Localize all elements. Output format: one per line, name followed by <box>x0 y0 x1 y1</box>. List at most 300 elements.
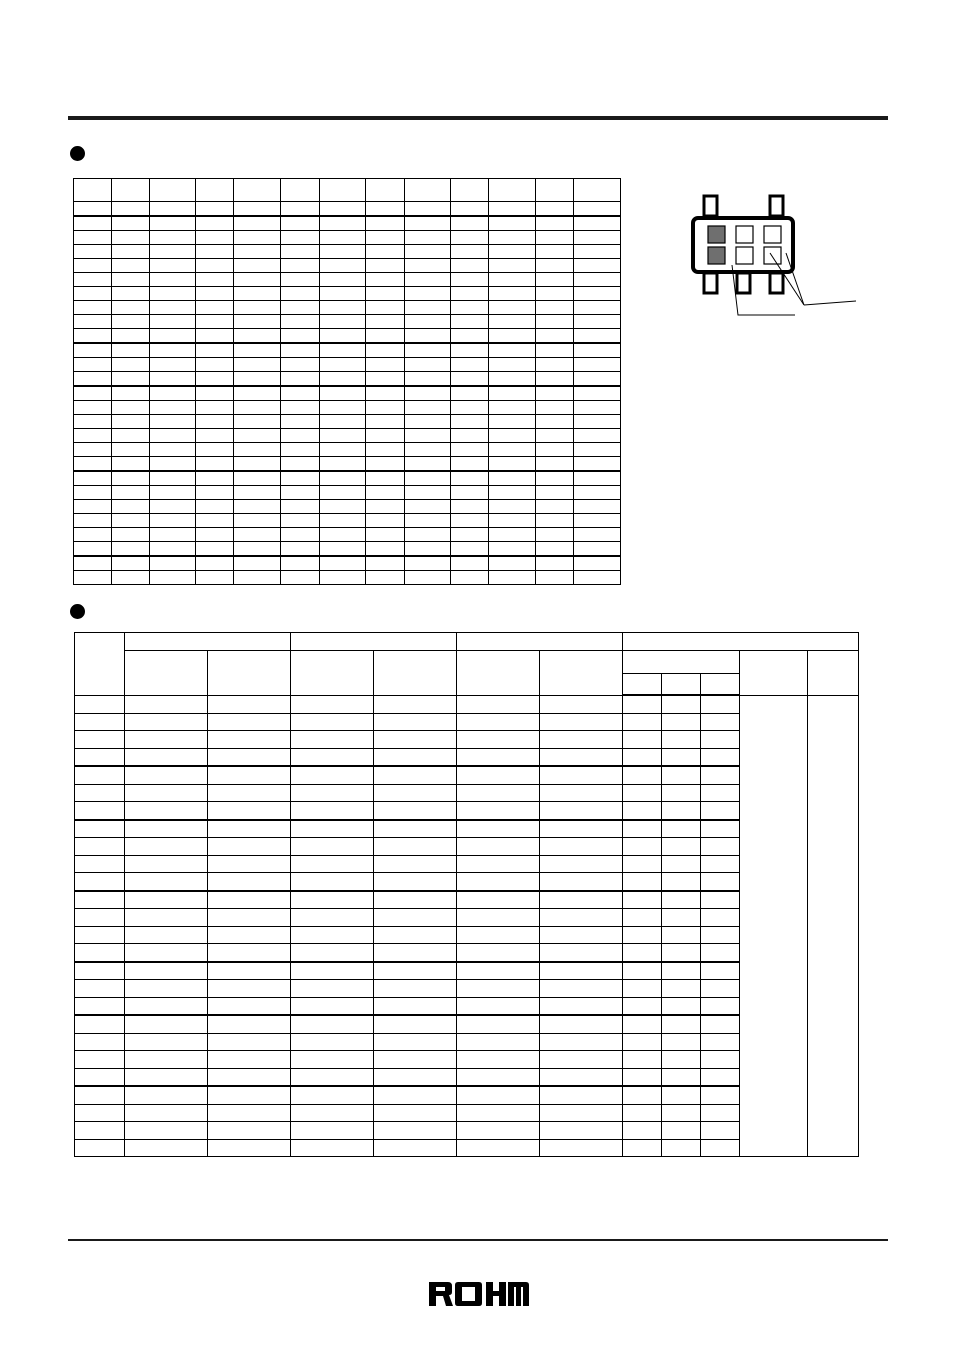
table-cell <box>536 571 574 585</box>
table-cell <box>208 997 291 1015</box>
table-cell <box>623 695 662 713</box>
table-cell <box>234 471 281 486</box>
table-row <box>74 329 621 344</box>
table-cell <box>701 1033 740 1051</box>
table-cell <box>150 273 196 287</box>
table-cell <box>623 855 662 873</box>
table-cell <box>536 401 574 415</box>
table-cell <box>701 1015 740 1033</box>
table-cell <box>662 997 701 1015</box>
table-cell <box>366 571 405 585</box>
table-cell <box>536 273 574 287</box>
table-cell <box>405 443 451 457</box>
table-cell <box>320 386 366 401</box>
table-cell <box>701 891 740 909</box>
table-cell <box>320 500 366 514</box>
table-cell <box>125 909 208 927</box>
table-cell <box>540 748 623 766</box>
table-cell <box>150 231 196 245</box>
table-cell <box>574 216 621 231</box>
table-cell <box>451 329 489 344</box>
table-cell <box>234 457 281 472</box>
table-cell <box>281 259 320 273</box>
table-cell <box>196 542 234 557</box>
table-row <box>74 514 621 528</box>
table-cell <box>451 259 489 273</box>
table-cell <box>540 838 623 856</box>
table-cell <box>112 202 150 217</box>
table-cell <box>281 179 320 202</box>
table-cell <box>125 891 208 909</box>
table-cell <box>196 443 234 457</box>
table-cell <box>150 571 196 585</box>
table-cell <box>366 216 405 231</box>
table-cell <box>125 980 208 998</box>
table-cell <box>112 372 150 387</box>
table-cell <box>234 329 281 344</box>
table-cell <box>405 372 451 387</box>
table-cell <box>451 457 489 472</box>
table-cell <box>540 855 623 873</box>
table-cell <box>320 372 366 387</box>
table-cell <box>75 926 125 944</box>
table-cell <box>281 429 320 443</box>
table-cell <box>623 997 662 1015</box>
table-cell <box>74 231 112 245</box>
table-cell <box>196 471 234 486</box>
table-cell <box>662 748 701 766</box>
table-cell <box>536 471 574 486</box>
table-cell <box>451 386 489 401</box>
table-cell <box>540 1104 623 1122</box>
table-cell <box>574 443 621 457</box>
table-cell <box>320 457 366 472</box>
table-cell <box>125 855 208 873</box>
table-cell <box>196 556 234 571</box>
section-2-bullet <box>70 604 85 619</box>
table-cell <box>75 1051 125 1069</box>
table-cell <box>701 802 740 820</box>
table-cell <box>234 486 281 500</box>
table-cell <box>281 216 320 231</box>
table-2 <box>74 632 859 1157</box>
table-cell <box>74 571 112 585</box>
table-cell <box>451 542 489 557</box>
table-cell <box>281 231 320 245</box>
table-cell <box>366 401 405 415</box>
table-cell <box>125 713 208 731</box>
table-cell <box>112 259 150 273</box>
table-cell <box>125 1122 208 1140</box>
table-cell <box>457 1139 540 1157</box>
table-cell <box>451 372 489 387</box>
table-cell <box>662 1139 701 1157</box>
table-cell <box>112 315 150 329</box>
table-cell <box>405 401 451 415</box>
table-cell <box>374 695 457 713</box>
table-cell <box>150 179 196 202</box>
table-cell <box>574 514 621 528</box>
table-cell <box>320 471 366 486</box>
table-cell <box>74 500 112 514</box>
table-cell <box>540 731 623 749</box>
table-cell <box>234 528 281 542</box>
table-cell <box>112 486 150 500</box>
table-cell <box>320 401 366 415</box>
table-cell <box>291 891 374 909</box>
table-cell <box>112 500 150 514</box>
table-row <box>74 358 621 372</box>
table-cell <box>701 926 740 944</box>
rohm-logo <box>428 1281 530 1307</box>
header-cell <box>457 651 540 696</box>
header-cell <box>291 651 374 696</box>
table-cell <box>281 528 320 542</box>
table-cell <box>112 401 150 415</box>
table-cell <box>196 486 234 500</box>
table-cell <box>489 287 536 301</box>
table-cell <box>366 514 405 528</box>
table-cell <box>234 415 281 429</box>
header-cell <box>662 674 701 696</box>
table-cell <box>125 731 208 749</box>
table-row <box>74 471 621 486</box>
table-cell <box>489 343 536 358</box>
table-cell <box>196 500 234 514</box>
table-cell <box>374 802 457 820</box>
table-cell <box>536 315 574 329</box>
table-cell <box>234 386 281 401</box>
header-cell <box>208 651 291 696</box>
table-cell <box>457 748 540 766</box>
table-cell <box>623 766 662 784</box>
table-cell <box>75 962 125 980</box>
table-cell <box>405 273 451 287</box>
table-row <box>74 415 621 429</box>
table-cell <box>623 820 662 838</box>
table-cell <box>125 1033 208 1051</box>
table-cell <box>196 401 234 415</box>
table-cell <box>320 556 366 571</box>
table-cell <box>374 731 457 749</box>
table-cell <box>374 1104 457 1122</box>
table-cell <box>196 415 234 429</box>
table-cell <box>291 980 374 998</box>
table-cell <box>662 891 701 909</box>
table-cell <box>536 386 574 401</box>
table-cell <box>75 855 125 873</box>
table-cell <box>662 820 701 838</box>
table-cell <box>701 1086 740 1104</box>
table-cell <box>125 695 208 713</box>
table-cell <box>536 287 574 301</box>
table-cell <box>662 1033 701 1051</box>
table-cell <box>457 820 540 838</box>
table-cell <box>405 287 451 301</box>
table-cell <box>208 873 291 891</box>
table-cell <box>623 926 662 944</box>
table-cell <box>451 528 489 542</box>
table-cell <box>405 471 451 486</box>
table-cell <box>112 457 150 472</box>
table-cell <box>366 415 405 429</box>
table-cell <box>291 766 374 784</box>
table-cell <box>208 748 291 766</box>
table-cell <box>451 231 489 245</box>
table-cell <box>701 909 740 927</box>
table-cell <box>623 1104 662 1122</box>
table-cell <box>208 731 291 749</box>
table-cell <box>366 486 405 500</box>
table-cell <box>320 429 366 443</box>
package-outline-graphic <box>690 193 860 323</box>
table-cell <box>662 1051 701 1069</box>
table-cell <box>701 731 740 749</box>
table-cell <box>489 528 536 542</box>
table-cell <box>112 179 150 202</box>
table-cell <box>536 457 574 472</box>
table-cell <box>451 514 489 528</box>
table-cell <box>574 429 621 443</box>
table-cell <box>208 695 291 713</box>
bottom-rule <box>68 1239 888 1241</box>
table-cell <box>234 401 281 415</box>
table-cell <box>74 401 112 415</box>
table-cell <box>74 329 112 344</box>
table-cell <box>451 486 489 500</box>
table-cell <box>150 471 196 486</box>
table-cell <box>366 443 405 457</box>
table-cell <box>75 731 125 749</box>
table-cell <box>489 415 536 429</box>
table-cell <box>234 216 281 231</box>
table-cell <box>451 343 489 358</box>
table-cell <box>374 1086 457 1104</box>
table-cell <box>540 909 623 927</box>
table-row <box>74 429 621 443</box>
table-cell <box>125 1015 208 1033</box>
table-cell <box>536 556 574 571</box>
table-cell <box>489 202 536 217</box>
table-cell <box>405 329 451 344</box>
table-cell <box>405 358 451 372</box>
table-cell <box>281 287 320 301</box>
table-row <box>74 443 621 457</box>
table-cell <box>662 980 701 998</box>
table-cell <box>208 1051 291 1069</box>
header-cell <box>374 651 457 696</box>
table-cell <box>536 528 574 542</box>
table-cell <box>623 1139 662 1157</box>
table-cell <box>457 1033 540 1051</box>
table-cell <box>623 748 662 766</box>
table-cell <box>701 1122 740 1140</box>
table-cell <box>489 471 536 486</box>
table-cell <box>75 766 125 784</box>
table-cell <box>374 713 457 731</box>
table-cell <box>701 1051 740 1069</box>
table-cell <box>125 873 208 891</box>
table-row <box>74 343 621 358</box>
table-cell <box>540 820 623 838</box>
table-row <box>74 216 621 231</box>
table-cell <box>489 386 536 401</box>
table-cell <box>112 415 150 429</box>
table-cell <box>112 329 150 344</box>
table-cell <box>208 1086 291 1104</box>
table-cell <box>281 329 320 344</box>
table-cell <box>489 301 536 315</box>
table-cell <box>208 926 291 944</box>
table-cell <box>74 528 112 542</box>
table-cell <box>234 287 281 301</box>
table-cell <box>366 500 405 514</box>
table-cell <box>457 695 540 713</box>
table-cell <box>281 571 320 585</box>
table-cell <box>451 273 489 287</box>
table-cell <box>366 457 405 472</box>
table-cell <box>662 784 701 802</box>
table-cell <box>125 820 208 838</box>
table-cell <box>540 713 623 731</box>
table-cell <box>701 838 740 856</box>
table-cell <box>150 542 196 557</box>
table-cell <box>75 713 125 731</box>
table-cell <box>75 1015 125 1033</box>
table-cell <box>374 980 457 998</box>
table-cell <box>320 273 366 287</box>
table-cell <box>125 1086 208 1104</box>
table-cell <box>366 556 405 571</box>
table-cell <box>112 287 150 301</box>
table-row <box>74 372 621 387</box>
table-cell <box>208 855 291 873</box>
header-cell <box>125 633 291 651</box>
table-cell <box>489 273 536 287</box>
table-cell <box>374 873 457 891</box>
table-cell <box>662 1015 701 1033</box>
table-cell <box>234 179 281 202</box>
table-cell <box>75 997 125 1015</box>
table-cell <box>208 980 291 998</box>
table-cell <box>457 997 540 1015</box>
table-cell <box>457 891 540 909</box>
rohm-logo-graphic <box>428 1281 530 1307</box>
table-cell <box>662 855 701 873</box>
table-cell <box>196 202 234 217</box>
table-cell <box>489 429 536 443</box>
table-cell <box>574 315 621 329</box>
table-cell <box>208 1068 291 1086</box>
table-cell <box>574 457 621 472</box>
table-cell <box>662 695 701 713</box>
table-cell <box>451 216 489 231</box>
table-cell <box>291 909 374 927</box>
table-cell <box>405 315 451 329</box>
table-cell <box>150 528 196 542</box>
table-cell <box>451 358 489 372</box>
table-cell <box>374 784 457 802</box>
table-cell <box>405 231 451 245</box>
table-cell <box>75 748 125 766</box>
table-cell <box>196 358 234 372</box>
table-cell <box>234 358 281 372</box>
table-cell <box>234 273 281 287</box>
table-cell <box>366 231 405 245</box>
table-cell <box>112 528 150 542</box>
table-cell <box>540 695 623 713</box>
table-cell <box>662 944 701 962</box>
table-cell <box>320 415 366 429</box>
table-cell <box>150 245 196 259</box>
table-cell <box>405 542 451 557</box>
table-cell <box>112 542 150 557</box>
table-cell <box>701 1068 740 1086</box>
table-cell <box>320 245 366 259</box>
table-cell <box>281 202 320 217</box>
table-cell <box>623 713 662 731</box>
table-cell <box>281 273 320 287</box>
table-cell <box>281 443 320 457</box>
table-cell <box>196 245 234 259</box>
table-cell <box>489 514 536 528</box>
table-cell <box>150 202 196 217</box>
table-cell <box>405 301 451 315</box>
table-cell <box>74 315 112 329</box>
table-cell <box>489 443 536 457</box>
table-cell <box>405 343 451 358</box>
table-cell <box>457 784 540 802</box>
table-cell <box>574 386 621 401</box>
table-row <box>74 386 621 401</box>
table-cell <box>74 372 112 387</box>
table-cell <box>112 571 150 585</box>
table-cell <box>320 514 366 528</box>
table-cell <box>662 909 701 927</box>
table-cell <box>74 202 112 217</box>
table-cell <box>208 962 291 980</box>
table-cell <box>320 443 366 457</box>
table-cell <box>281 500 320 514</box>
table-cell <box>574 343 621 358</box>
table-cell <box>234 343 281 358</box>
table-cell <box>196 457 234 472</box>
table-cell <box>196 301 234 315</box>
table-cell <box>701 855 740 873</box>
table-cell <box>489 358 536 372</box>
table-row <box>74 179 621 202</box>
table-cell <box>150 343 196 358</box>
table-cell <box>366 528 405 542</box>
table-cell <box>75 1104 125 1122</box>
table-cell <box>291 695 374 713</box>
table-cell <box>74 179 112 202</box>
table-cell <box>74 429 112 443</box>
table-cell <box>451 179 489 202</box>
table-cell <box>457 962 540 980</box>
table-cell <box>405 500 451 514</box>
table-cell <box>374 997 457 1015</box>
table-row <box>74 259 621 273</box>
table-cell <box>74 273 112 287</box>
table-cell <box>701 766 740 784</box>
table-cell <box>112 514 150 528</box>
table-cell <box>125 838 208 856</box>
table-cell <box>540 1033 623 1051</box>
table-cell <box>150 401 196 415</box>
table-cell <box>366 429 405 443</box>
table-cell <box>540 926 623 944</box>
